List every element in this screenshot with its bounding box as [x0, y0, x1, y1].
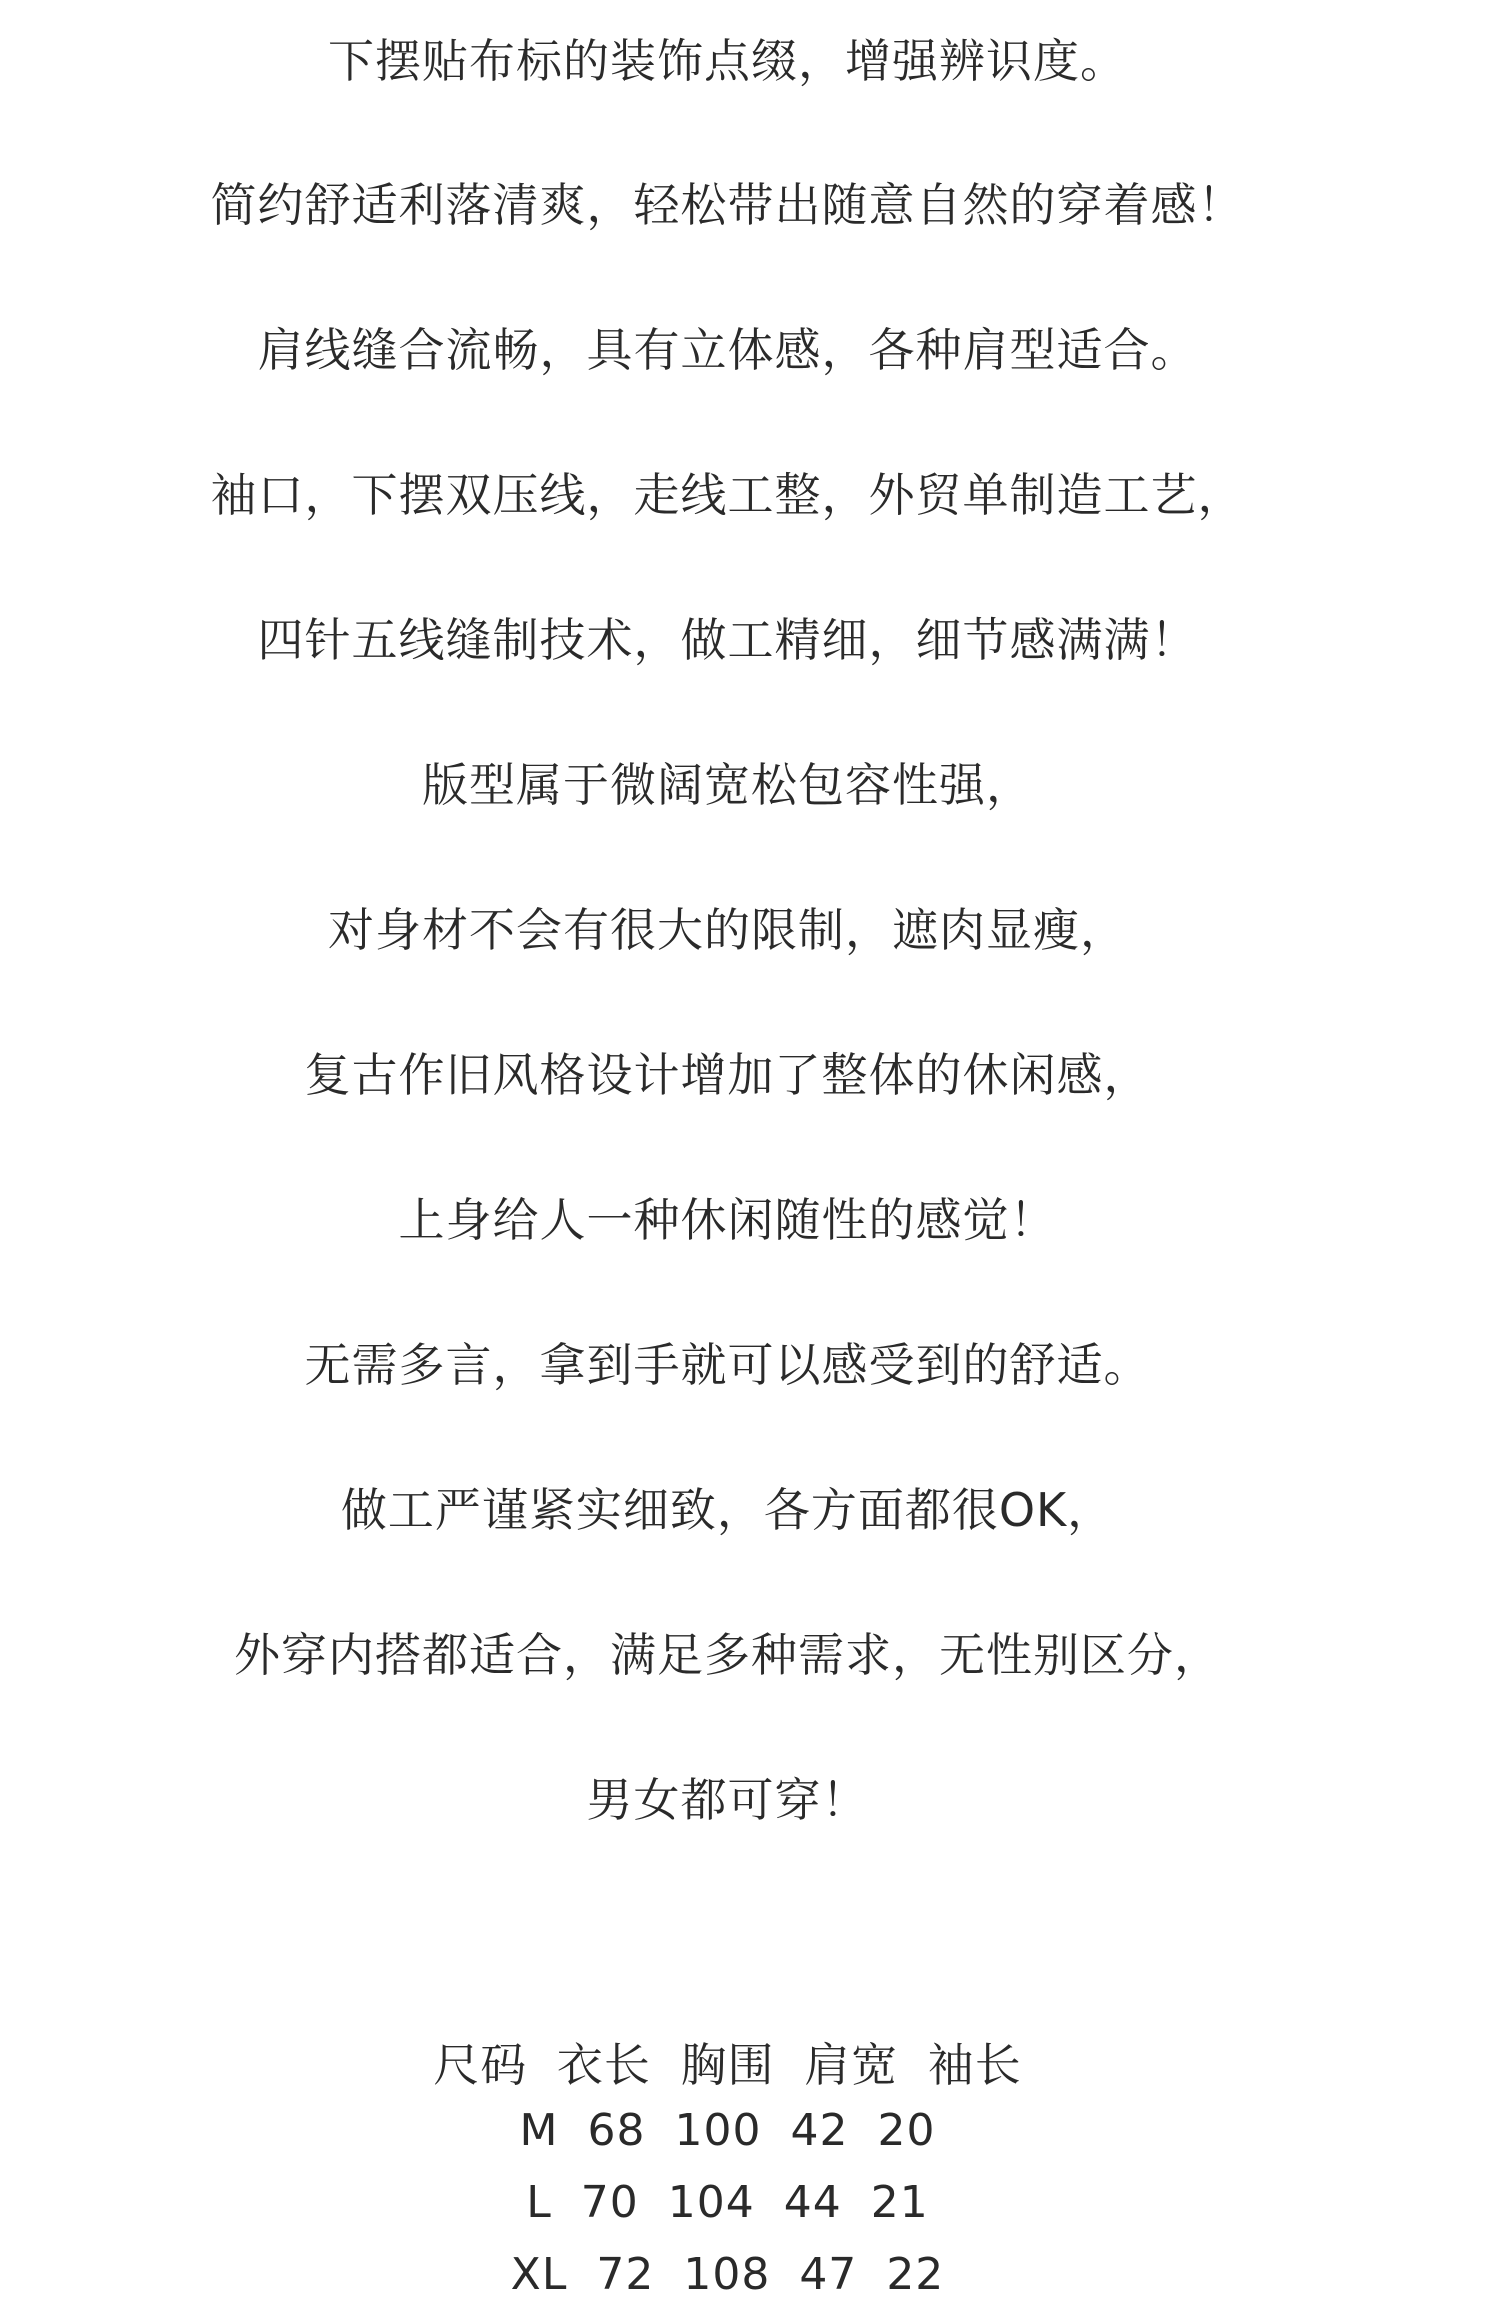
description-line: 四针五线缝制技术，做工精细，细节感满满！	[257, 613, 1198, 667]
size-cell: 72	[596, 2249, 655, 2300]
size-cell: 68	[587, 2105, 646, 2156]
description-line: 无需多言，拿到手就可以感受到的舒适。	[304, 1338, 1151, 1392]
size-cell: 100	[674, 2105, 762, 2156]
header-length: 衣长	[556, 2038, 651, 2092]
size-cell: L	[526, 2177, 552, 2228]
size-row-m	[0, 2095, 1455, 2167]
description-line: 上身给人一种休闲随性的感觉！	[398, 1193, 1057, 1247]
description-line: 男女都可穿！	[586, 1773, 869, 1827]
description-line: 简约舒适利落清爽，轻松带出随意自然的穿着感！	[210, 178, 1245, 232]
size-row-l	[0, 2167, 1455, 2239]
size-cell: 42	[790, 2105, 849, 2156]
header-sleeve: 袖长	[927, 2038, 1022, 2092]
size-cell: 108	[683, 2249, 771, 2300]
header-chest: 胸围	[680, 2038, 775, 2092]
size-row-xl	[0, 2239, 1455, 2311]
description-line: 做工严谨紧实细致，各方面都很OK，	[340, 1483, 1115, 1537]
size-cell: 47	[799, 2249, 858, 2300]
description-line: 对身材不会有很大的限制，遮肉显瘦，	[328, 903, 1127, 957]
description-line: 复古作旧风格设计增加了整体的休闲感，	[304, 1048, 1151, 1102]
header-size: 尺码	[433, 2038, 528, 2092]
size-cell: 20	[877, 2105, 936, 2156]
description-line: 袖口，下摆双压线，走线工整，外贸单制造工艺，	[210, 468, 1245, 522]
size-cell: 22	[886, 2249, 945, 2300]
size-chart	[0, 2035, 1455, 2311]
description-line: 外穿内搭都适合，满足多种需求，无性别区分，	[234, 1628, 1221, 1682]
description-line: 肩线缝合流畅，具有立体感，各种肩型适合。	[257, 323, 1198, 377]
size-cell: XL	[510, 2249, 568, 2300]
description-line: 下摆贴布标的装饰点缀，增强辨识度。	[328, 34, 1127, 88]
size-cell: 21	[870, 2177, 929, 2228]
size-cell: 70	[580, 2177, 639, 2228]
size-cell: M	[519, 2105, 559, 2156]
size-cell: 44	[783, 2177, 842, 2228]
size-chart-header	[0, 2035, 1455, 2095]
header-shoulder: 肩宽	[804, 2038, 899, 2092]
size-cell: 104	[667, 2177, 755, 2228]
description-line: 版型属于微阔宽松包容性强，	[422, 758, 1033, 812]
